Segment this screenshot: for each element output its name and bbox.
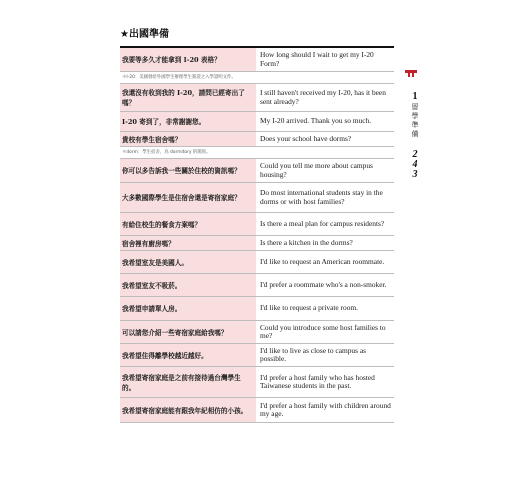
english-phrase: My I-20 arrived. Thank you so much.	[260, 116, 372, 126]
english-phrase: Could you tell me more about campus housing?	[260, 161, 373, 179]
phrase-table	[120, 48, 394, 423]
chinese-phrase: 我希望室友是美國人。	[120, 251, 256, 273]
phrase-row	[120, 112, 394, 132]
footnote: ＊I-20：美國發給外國學生辦理學生簽證之入學證明文件。	[120, 72, 394, 84]
chapter-number: 1	[412, 91, 418, 102]
english-phrase: I'd like to request a private room.	[260, 303, 358, 313]
phrase-row	[120, 297, 394, 321]
phrase-row	[120, 183, 394, 213]
chinese-phrase: 有給住校生的餐食方案嗎？	[120, 213, 256, 235]
footnote: ＊dorm：學生宿舍，為 dormitory 的簡寫。	[120, 147, 394, 159]
chinese-phrase: 我要等多久才能拿到 I-20 表格？	[120, 48, 256, 71]
page-number-digit: 2	[412, 149, 418, 160]
page-number	[408, 150, 422, 180]
english-phrase: I'd prefer a host family with children around my age.	[260, 400, 391, 418]
english-phrase: I'd like to request an American roommate.	[260, 256, 385, 266]
phrase-row	[120, 321, 394, 344]
phrase-row	[120, 48, 394, 72]
phrase-row	[120, 132, 394, 147]
chinese-phrase: 我希望室友不吸菸。	[120, 274, 256, 296]
chinese-phrase: 大多數國際學生是住宿舍還是寄宿家庭？	[120, 183, 256, 212]
chinese-phrase: 我希望寄宿家庭能有跟我年紀相仿的小孩。	[120, 398, 256, 422]
chinese-phrase: 我希望申請單人房。	[120, 297, 256, 320]
page-number-digit: 4	[412, 159, 418, 170]
english-phrase: I'd like to live as close to campus as possible.	[260, 345, 367, 363]
chapter-title-char: 備	[411, 130, 419, 138]
english-phrase: I still haven't received my I-20, has it been sent already?	[260, 88, 386, 106]
phrase-row	[120, 213, 394, 236]
chinese-phrase: 宿舍裡有廚房嗎？	[120, 236, 256, 250]
phrase-row	[120, 274, 394, 297]
phrase-row	[120, 159, 394, 183]
phrase-row	[120, 367, 394, 398]
english-phrase: How long should I wait to get my I-20 Form?	[260, 50, 374, 68]
english-phrase: I'd prefer a host family who has hosted Taiwanese students in the past.	[260, 372, 375, 390]
section-title: ★出國準備	[120, 29, 169, 40]
phrase-row	[120, 236, 394, 251]
chinese-phrase: 你可以多告訴我一些關於住校的資訊嗎？	[120, 159, 256, 182]
chinese-phrase: 可以請您介紹一些寄宿家庭給我嗎？	[120, 321, 256, 343]
chinese-phrase: 我希望寄宿家庭是之前有接待過台灣學生的。	[120, 367, 256, 397]
chapter-title-char: 留	[411, 103, 419, 111]
phrase-row	[120, 398, 394, 423]
english-phrase: Is there a meal plan for campus residents?	[260, 218, 385, 228]
phrase-row	[120, 251, 394, 274]
english-phrase: I'd prefer a roommate who's a non-smoker.	[260, 279, 387, 289]
chapter-title-char: 學	[411, 112, 419, 120]
chinese-phrase: 我還沒有收到我的 I-20，請問已經寄出了嗎？	[120, 84, 256, 111]
content-page	[120, 28, 394, 423]
chapter-tab-icon	[405, 68, 417, 78]
chapter-title	[408, 103, 422, 139]
chinese-phrase: I-20 寄到了，非常謝謝您。	[120, 112, 256, 131]
english-phrase: Could you introduce some host families to me?	[260, 322, 386, 340]
phrase-row	[120, 344, 394, 367]
phrase-row	[120, 84, 394, 112]
english-phrase: Does your school have dorms?	[260, 133, 352, 143]
english-phrase: Is there a kitchen in the dorms?	[260, 237, 353, 247]
page-number-digit: 3	[412, 169, 418, 180]
chinese-phrase: 貴校有學生宿舍嗎？	[120, 132, 256, 146]
chinese-phrase: 我希望住得離學校越近越好。	[120, 344, 256, 366]
english-phrase: Do most international students stay in the dorms or with host families?	[260, 188, 383, 206]
chapter-title-char: 準	[411, 121, 419, 129]
